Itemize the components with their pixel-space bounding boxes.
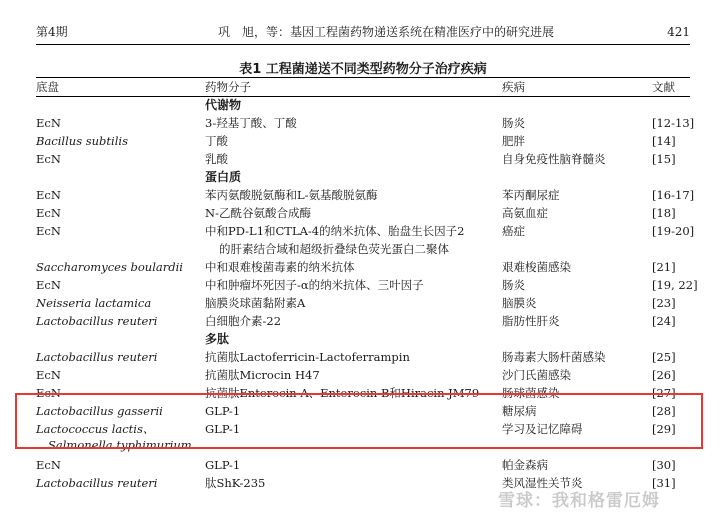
cell-disease: 糖尿病: [502, 404, 537, 418]
cell-disease: 肥胖: [502, 134, 525, 148]
article-authors-title: 巩 旭，等：基因工程菌药物递送系统在精准医疗中的研究进展: [218, 25, 555, 39]
section-proteins: 蛋白质: [205, 170, 242, 184]
section-metabolites: 代谢物: [205, 98, 242, 112]
cell-reference: [19, 22]: [652, 278, 698, 292]
column-header-drug: 药物分子: [205, 80, 251, 94]
cell-chassis: Lactobacillus reuteri: [36, 314, 158, 328]
cell-disease: 艰难梭菌感染: [502, 260, 571, 274]
cell-reference: [29]: [652, 422, 676, 436]
cell-reference: [23]: [652, 296, 676, 310]
table-row: [0, 258, 726, 276]
cell-chassis: Saccharomyces boulardii: [36, 260, 183, 274]
cell-disease: 脂肪性肝炎: [502, 314, 560, 328]
cell-chassis: EcN: [36, 224, 61, 238]
cell-drug: GLP-1: [205, 404, 241, 418]
table-row: [0, 132, 726, 150]
running-header: [36, 22, 690, 42]
cell-reference: [27]: [652, 386, 676, 400]
cell-reference: [26]: [652, 368, 676, 382]
cell-disease: 沙门氏菌感染: [502, 368, 571, 382]
cell-chassis: Lactobacillus reuteri: [36, 476, 158, 490]
cell-reference: [21]: [652, 260, 676, 274]
cell-disease: 高氨血症: [502, 206, 548, 220]
cell-reference: [30]: [652, 458, 676, 472]
cell-reference: [25]: [652, 350, 676, 364]
cell-drug-continued: 的肝素结合域和超级折叠绿色荧光蛋白二聚体: [219, 242, 449, 256]
table-row: [0, 366, 726, 384]
cell-chassis: EcN: [36, 368, 61, 382]
table-row: [0, 150, 726, 168]
table-row: [0, 348, 726, 366]
cell-disease: 肠毒素大肠杆菌感染: [502, 350, 606, 364]
cell-drug: 3-羟基丁酸、丁酸: [205, 116, 297, 130]
cell-reference: [24]: [652, 314, 676, 328]
cell-disease: 肠炎: [502, 278, 525, 292]
table-row: [0, 456, 726, 474]
table-row: [0, 204, 726, 222]
cell-reference: [16-17]: [652, 188, 695, 202]
cell-disease: 肠球菌感染: [502, 386, 560, 400]
cell-disease: 脑膜炎: [502, 296, 537, 310]
cell-reference: [15]: [652, 152, 676, 166]
table-row: [0, 276, 726, 294]
cell-disease: 自身免疫性脑脊髓炎: [502, 152, 606, 166]
cell-chassis: EcN: [36, 278, 61, 292]
cell-drug: 肽ShK-235: [205, 476, 266, 490]
red-highlight-box: [15, 393, 703, 449]
page-number: 421: [667, 25, 690, 39]
cell-chassis: EcN: [36, 188, 61, 202]
cell-drug: 苯丙氨酸脱氨酶和L-氨基酸脱氨酶: [205, 188, 378, 202]
cell-reference: [14]: [652, 134, 676, 148]
cell-drug: 抗菌肽Microcin H47: [205, 368, 320, 382]
table-row: [0, 294, 726, 312]
journal-issue: 第4期: [36, 25, 68, 39]
cell-chassis: Bacillus subtilis: [36, 134, 128, 148]
table-caption: 表1 工程菌递送不同类型药物分子治疗疾病: [239, 62, 487, 77]
table-row: [0, 114, 726, 132]
cell-drug: 中和肿瘤坏死因子-α的纳米抗体、三叶因子: [205, 278, 424, 292]
cell-drug: 脑膜炎球菌黏附素A: [205, 296, 306, 310]
table-row: [0, 312, 726, 330]
cell-disease: 帕金森病: [502, 458, 548, 472]
column-header-chassis: 底盘: [36, 80, 59, 94]
cell-disease: 癌症: [502, 224, 525, 238]
table-row: [0, 222, 726, 240]
cell-disease: 肠炎: [502, 116, 525, 130]
header-rule: [36, 44, 690, 45]
cell-drug: 中和PD-L1和CTLA-4的纳米抗体、胎盘生长因子2: [205, 224, 465, 238]
cell-reference: [28]: [652, 404, 676, 418]
watermark-text: 雪球：我和格雷厄姆: [498, 491, 660, 511]
cell-drug: 抗菌肽Lactoferricin-Lactoferrampin: [205, 350, 410, 364]
table-header-row: [0, 78, 726, 96]
cell-chassis: Lactobacillus gasserii: [36, 404, 163, 418]
cell-reference: [18]: [652, 206, 676, 220]
cell-reference: [19-20]: [652, 224, 695, 238]
section-peptides: 多肽: [205, 332, 230, 346]
cell-chassis: Neisseria lactamica: [36, 296, 152, 310]
cell-disease: 类风湿性关节炎: [502, 476, 583, 490]
cell-drug: 白细胞介素-22: [205, 314, 282, 328]
table-header-rule: [36, 96, 690, 97]
cell-chassis: EcN: [36, 116, 61, 130]
cell-reference: [31]: [652, 476, 676, 490]
table-row: [0, 186, 726, 204]
column-header-disease: 疾病: [502, 80, 525, 94]
cell-chassis: Lactobacillus reuteri: [36, 350, 158, 364]
cell-drug: GLP-1: [205, 422, 241, 436]
cell-reference: [12-13]: [652, 116, 695, 130]
cell-chassis-continued: Salmonella typhimurium: [48, 438, 192, 452]
cell-drug: 丁酸: [205, 134, 228, 148]
cell-disease: 苯丙酮尿症: [502, 188, 560, 202]
cell-drug: 乳酸: [205, 152, 228, 166]
cell-drug: GLP-1: [205, 458, 241, 472]
cell-disease: 学习及记忆障碍: [502, 422, 583, 436]
cell-chassis: Lactococcus lactis、: [36, 422, 155, 436]
cell-drug: N-乙酰谷氨酸合成酶: [205, 206, 311, 220]
cell-chassis: EcN: [36, 152, 61, 166]
cell-chassis: EcN: [36, 206, 61, 220]
cell-chassis: EcN: [36, 458, 61, 472]
column-header-reference: 文献: [652, 80, 675, 94]
cell-drug: 中和艰难梭菌毒素的纳米抗体: [205, 260, 355, 274]
cell-drug: 抗菌肽Enterocin A、Enterocin B和Hiracin JM79: [205, 386, 480, 400]
cell-chassis: EcN: [36, 386, 61, 400]
table-row-continuation: [0, 240, 726, 258]
